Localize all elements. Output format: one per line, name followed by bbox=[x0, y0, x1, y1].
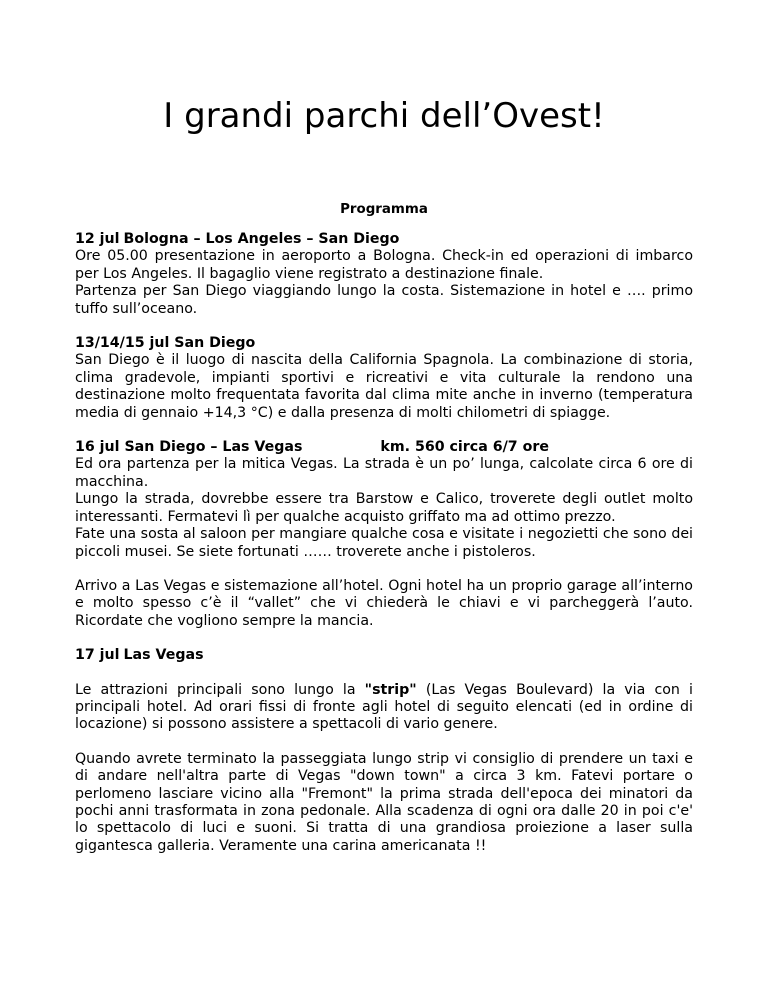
day-route: Bologna – Los Angeles – San Diego bbox=[123, 231, 400, 247]
paragraph: Ed ora partenza per la mitica Vegas. La strada è un po’ lunga, calcolate circa 6 ore di macchina. bbox=[75, 456, 693, 490]
paragraph: Partenza per San Diego viaggiando lungo la costa. Sistemazione in hotel e …. primo tuffo sull’oceano. bbox=[75, 283, 693, 317]
day-route: 16 jul San Diego – Las Vegas bbox=[75, 439, 303, 456]
document-body bbox=[75, 231, 693, 855]
text-run: (Las Vegas Boulevard) la via con i principali hotel. Ad orari fissi di fronte agli hotel di seguito elencati (ed in ordine di locazione) si possono assistere a spettacoli di vario genere. bbox=[75, 681, 693, 733]
paragraph: Ore 05.00 presentazione in aeroporto a Bologna. Check-in ed operazioni di imbarco per Los Angeles. Il bagaglio viene registrato a destinazione finale. bbox=[75, 248, 693, 282]
day-distance: km. 560 circa 6/7 ore bbox=[380, 439, 549, 456]
text-run: Le attrazioni principali sono lungo la bbox=[75, 681, 365, 698]
day-date: 12 jul bbox=[75, 231, 120, 247]
paragraph: San Diego è il luogo di nascita della California Spagnola. La combinazione di storia, clima gradevole, impianti sportivi e ricreativi e vita culturale la rendono una destinazione molto frequentata favorita dal clima mite anche in inverno (temperatura media di gennaio +14,3 °C) e dalla presenza di molti chilometri di spiagge. bbox=[75, 352, 693, 421]
paragraph: Fate una sosta al saloon per mangiare qualche cosa e visitate i negozietti che sono dei piccoli musei. Se siete fortunati …… troverete anche i pistoleros. bbox=[75, 526, 693, 560]
day-heading bbox=[75, 231, 693, 248]
paragraph bbox=[75, 682, 693, 734]
day-place: Las Vegas bbox=[123, 647, 204, 664]
program-heading: Programma bbox=[340, 202, 428, 217]
paragraph: Quando avrete terminato la passeggiata lungo strip vi consiglio di prendere un taxi e di andare nell'altra parte di Vegas "down town" a circa 3 km. Fatevi portare o perlomeno lasciare vicino alla "Fremont" la prima strada dell'epoca dei minatori da pochi anni trasformata in zona pedonale. Alla scadenza di ogni ora dalle 20 in poi c'e' lo spettacolo di luci e suoni. Si tratta di una grandiosa proiezione a laser sulla gigantesca galleria. Veramente una carina americanata !! bbox=[75, 750, 693, 854]
paragraph: Lungo la strada, dovrebbe essere tra Barstow e Calico, troverete degli outlet molto interessanti. Fermatevi lì per qualche acquisto griffato ma ad ottimo prezzo. bbox=[75, 491, 693, 525]
day-heading bbox=[75, 647, 693, 664]
day-heading bbox=[75, 439, 693, 456]
strip-emphasis: "strip" bbox=[364, 681, 417, 698]
day-heading: 13/14/15 jul San Diego bbox=[75, 335, 256, 352]
day-date: 17 jul bbox=[75, 647, 120, 664]
document-title: I grandi parchi dell’Ovest! bbox=[163, 96, 605, 136]
paragraph: Arrivo a Las Vegas e sistemazione all’hotel. Ogni hotel ha un proprio garage all’interno e molto spesso c’è il “vallet” che vi chiederà le chiavi e vi parcheggerà l’auto. Ricordate che vogliono sempre la mancia. bbox=[75, 577, 693, 629]
